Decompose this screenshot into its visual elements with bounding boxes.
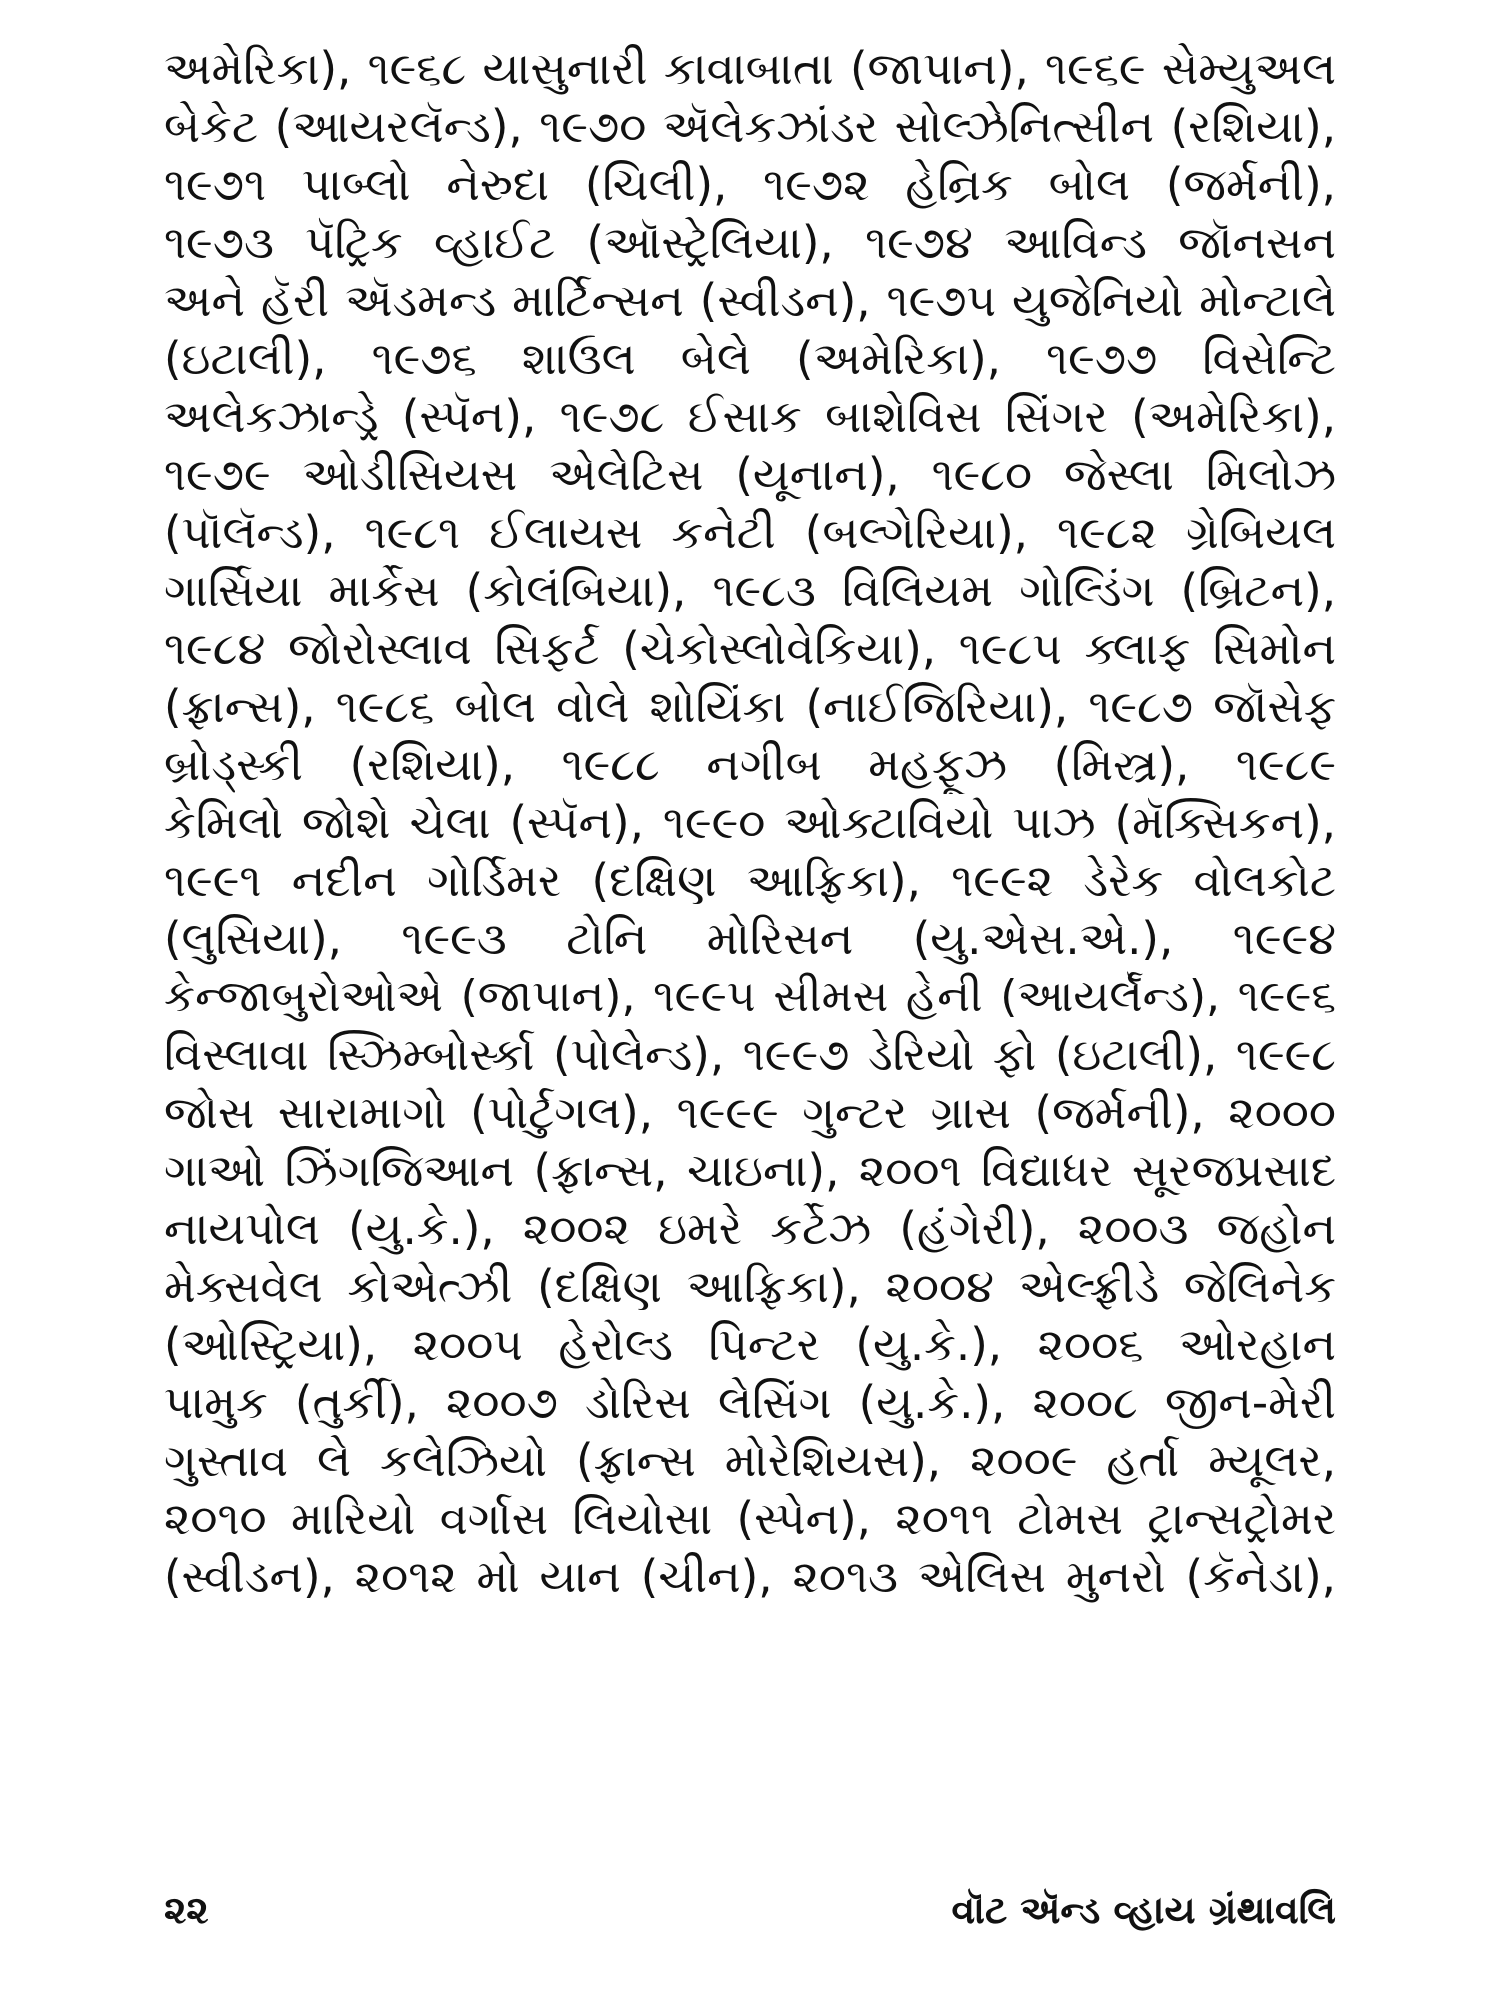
text-line: (સ્વીડન), ૨૦૧૨ મો યાન (ચીન), ૨૦૧૩ એલિસ મુનરો (કૅનેડા), [164,1550,1336,1603]
text-line: ગાઓ ઝિંગજિઆન (ફ્રાન્સ, ચાઇના), ૨૦૦૧ વિદ્યાધર સૂરજપ્રસાદ [164,1144,1336,1197]
text-line: ૧૯૭૯ ઓડીસિયસ એલેટિસ (યૂનાન), ૧૯૮૦ જેસ્લા મિલોઝ [164,448,1336,501]
text-line: અને હૅરી ઍડમન્ડ માર્ટિન્સન (સ્વીડન), ૧૯૭૫ યુજેનિયો મોન્ટાલે [164,274,1336,327]
text-line: અમેરિકા), ૧૯૬૮ યાસુનારી કાવાબાતા (જાપાન), ૧૯૬૯ સેમ્યુઅલ [164,42,1336,95]
text-line: વિસ્લાવા સ્ઝિમ્બોર્સ્કા (પોલેન્ડ), ૧૯૯૭ ડેરિયો ફો (ઇટાલી), ૧૯૯૮ [164,1028,1336,1081]
text-line: (ઇટાલી), ૧૯૭૬ શાઉલ બેલે (અમેરિકા), ૧૯૭૭ વિસેન્ટિ [164,332,1336,385]
text-line: અલેકઝાન્ડ્રે (સ્પૅન), ૧૯૭૮ ઈસાક બાશેવિસ સિંગર (અમેરિકા), [164,390,1336,443]
page-footer [164,1880,1336,1940]
text-line: જોસ સારામાગો (પોર્ટુગલ), ૧૯૯૯ ગુન્ટર ગ્રાસ (જર્મની), ૨૦૦૦ [164,1086,1336,1139]
body-text [164,40,1336,1606]
text-line: ૧૯૮૪ જોરોસ્લાવ સિફર્ટ (ચેકોસ્લોવેકિયા), ૧૯૮૫ ક્લાફ સિમોન [164,622,1336,675]
text-line: મેક્સવેલ કોએત્ઝી (દક્ષિણ આફ્રિકા), ૨૦૦૪ એલ્ફ્રીડે જેલિનેક [164,1260,1336,1313]
text-line: (ઓસ્ટ્રિયા), ૨૦૦૫ હેરોલ્ડ પિન્ટર (યુ.કે.), ૨૦૦૬ ઓરહાન [164,1318,1336,1371]
text-line: ૧૯૭૧ પાબ્લો નેરુદા (ચિલી), ૧૯૭૨ હેન્રિક બોલ (જર્મની), [164,158,1336,211]
page-number: ૨૨ [164,1887,209,1932]
text-line: ૨૦૧૦ મારિયો વર્ગાસ લિયોસા (સ્પેન), ૨૦૧૧ ટોમસ ટ્રાન્સટ્રોમર [164,1492,1336,1545]
text-line: બેકેટ (આયરલૅન્ડ), ૧૯૭૦ ઍલેકઝાંડર સોલ્ઝેનિત્સીન (રશિયા), [164,100,1336,153]
text-line: (ફ્રાન્સ), ૧૯૮૬ બોલ વોલે શોયિંકા (નાઈજિરિયા), ૧૯૮૭ જૉસેફ [164,680,1336,733]
text-line: ગાર્સિયા માર્કેસ (કોલંબિયા), ૧૯૮૩ વિલિયમ ગોલ્ડિંગ (બ્રિટન), [164,564,1336,617]
text-line: કેમિલો જોશે ચેલા (સ્પૅન), ૧૯૯૦ ઓક્ટાવિયો પાઝ (મૅક્સિકન), [164,796,1336,849]
text-line: નાયપોલ (યુ.કે.), ૨૦૦૨ ઇમરે કર્ટેઝ (હંગેરી), ૨૦૦૩ જહોન [164,1202,1336,1255]
text-line: બ્રોડ્સ્કી (રશિયા), ૧૯૮૮ નગીબ મહફૂઝ (મિસ્ત્ર), ૧૯૮૯ [164,738,1336,791]
text-line: (પૉલૅન્ડ), ૧૯૮૧ ઈલાયસ કનેટી (બલ્ગેરિયા), ૧૯૮૨ ગ્રેબિયલ [164,506,1336,559]
text-line: (લુસિયા), ૧૯૯૩ ટોનિ મોરિસન (યુ.એસ.એ.), ૧૯૯૪ [164,912,1336,965]
text-line: ૧૯૭૩ પૅટ્રિક વ્હાઈટ (ઑસ્ટ્રેલિયા), ૧૯૭૪ આવિન્ડ જૉનસન [164,216,1336,269]
text-line: પામુક (તુર્કી), ૨૦૦૭ ડોરિસ લેસિંગ (યુ.કે.), ૨૦૦૮ જીન-મેરી [164,1376,1336,1429]
text-line: કેન્જાબુરોઓએ (જાપાન), ૧૯૯૫ સીમસ હેની (આયર્લૅન્ડ), ૧૯૯૬ [164,971,1336,1022]
text-line: ગુસ્તાવ લે કલેઝિયો (ફ્રાન્સ મોરેશિયસ), ૨૦૦૯ હર્તા મ્યૂલર, [164,1434,1336,1487]
series-title: વૉટ ઍન્ડ વ્હાય ગ્રંથાવલિ [951,1887,1336,1932]
text-line: ૧૯૯૧ નદીન ગોર્ડિમર (દક્ષિણ આફ્રિકા), ૧૯૯૨ ડેરેક વોલકોટ [164,854,1336,907]
